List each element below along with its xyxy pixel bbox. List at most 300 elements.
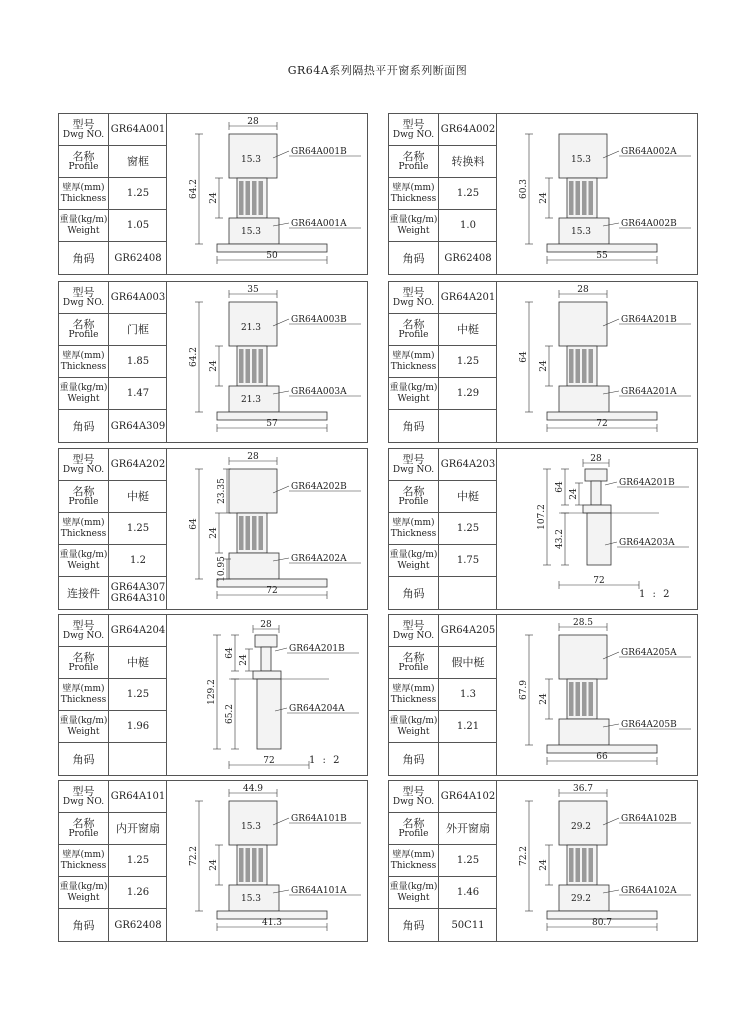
dim-bottom: 72 [263,756,275,766]
tag-b: GR64A003A [291,387,347,397]
tag-a: GR64A102B [621,814,677,824]
weight-label-cn: 重量(kg/m) [389,382,438,393]
dim-bottom: 41.3 [261,918,283,928]
section-svg [169,114,367,274]
section-drawing [169,781,367,941]
dwg-value: GR64A204 [110,625,166,636]
profile-label-cn: 名称 [402,149,425,163]
tag-a: GR64A205A [621,648,677,658]
profile-upper [559,635,607,679]
profile-label-cn: 名称 [402,484,425,498]
dim-height: 67.9 [519,679,529,701]
dim-w2: 15.3 [240,227,262,237]
connector-value: GR64A307 [110,582,166,593]
row-thickness [59,513,167,545]
thickness-label-cn: 壁厚(mm) [62,182,105,193]
dim-top: 28 [577,285,589,295]
thickness-value: 1.3 [460,689,476,700]
profile-label-en: Profile [68,828,99,839]
code-label: 角码 [72,752,95,766]
dim-height: 64 [189,518,199,530]
tag-a: GR64A201B [619,478,675,488]
dim-h2: 10.95 [217,556,227,582]
section-drawing [169,282,367,442]
thickness-label-en: Thickness [60,694,107,705]
profile-card-gr64a001 [58,113,368,275]
profile-label-cn: 名称 [72,149,95,163]
row-dwg [389,781,497,813]
profile-lower [229,553,279,579]
dwg-label-en: Dwg NO. [392,297,435,308]
thermal-strip [237,178,267,218]
dim-top: 28.5 [572,618,594,628]
spec-table [389,781,497,941]
code-value: GR62408 [114,252,162,264]
thermal-strip [237,845,267,885]
spec-table [59,615,167,775]
row-thickness [59,845,167,877]
profile-label-en: Profile [398,329,429,340]
dwg-value: GR64A202 [110,459,166,470]
dwg-value: GR64A205 [440,625,496,636]
row-dwg [59,781,167,813]
section-svg [169,282,367,442]
tag-a-leader [275,648,287,651]
code-label: 角码 [402,419,425,433]
dwg-label-cn: 型号 [72,452,95,466]
profile-label-en: Profile [398,161,429,172]
profile-label-cn: 名称 [72,317,95,331]
tag-a: GR64A201B [289,644,345,654]
row-weight [59,210,167,242]
thickness-value: 1.25 [126,523,150,534]
row-profile [59,647,167,679]
dim-top: 28 [590,454,602,464]
profile-upper [585,469,607,481]
section-svg [169,615,367,775]
row-weight [59,378,167,410]
code-label: 角码 [402,251,425,265]
profile-upper [229,469,277,513]
weight-label-en: Weight [67,892,100,903]
dim-w1: 15.3 [570,155,592,165]
thickness-label-cn: 壁厚(mm) [62,683,105,694]
dim-top: 35 [247,285,259,295]
profile-card-gr64a003 [58,281,368,443]
code-label: 角码 [402,586,425,600]
dwg-label-cn: 型号 [402,117,425,131]
dim-mid: 24 [539,360,549,372]
weight-label-en: Weight [397,560,430,571]
dim-height: 64.2 [189,346,199,368]
dim-bottom: 72 [596,419,608,429]
section-drawing [499,781,697,941]
dim-bottom: 72 [593,576,605,586]
profile-label-cn: 名称 [402,317,425,331]
spec-table [389,114,497,274]
row-dwg [59,282,167,314]
row-weight [59,711,167,743]
profile-card-gr64a204 [58,614,368,776]
row-profile [389,146,497,178]
dwg-value: GR64A201 [440,292,496,303]
profile-value: 中梃 [457,323,479,336]
dim-bottom: 50 [266,251,278,261]
section-svg [499,282,697,442]
weight-value: 1.47 [126,388,150,399]
spec-table [59,449,167,609]
scale-ratio: 1 : 2 [309,755,342,766]
weight-value: 1.26 [126,887,150,898]
thickness-label-cn: 壁厚(mm) [392,683,435,694]
weight-label-en: Weight [67,393,100,404]
thermal-strip [591,481,601,505]
profile-card-gr64a102 [388,780,698,942]
code-value: GR64A309 [110,420,166,432]
dwg-label-cn: 型号 [72,618,95,632]
thickness-label-en: Thickness [390,860,437,871]
weight-value: 1.21 [456,721,480,732]
weight-label-en: Weight [397,726,430,737]
section-drawing [499,282,697,442]
thermal-strip [261,647,271,671]
dim-mid: 64 [225,647,235,659]
profile-value: 中梃 [127,490,149,503]
section-svg [169,449,367,609]
profile-value: 中梃 [127,656,149,669]
dim-height: 64 [519,351,529,363]
row-thickness [59,346,167,378]
row-code [59,410,167,442]
thickness-label-cn: 壁厚(mm) [392,849,435,860]
thickness-label-cn: 壁厚(mm) [392,350,435,361]
section-svg [499,449,697,609]
weight-label-cn: 重量(kg/m) [59,382,108,393]
row-dwg [59,615,167,647]
code-label: 角码 [72,419,95,433]
profile-value: 假中梃 [451,656,485,669]
code-value [439,410,497,442]
row-thickness [389,845,497,877]
dwg-value: GR64A203 [440,459,496,470]
dim-height: 107.2 [537,504,547,530]
tag-b: GR64A002B [621,219,677,229]
spec-table [389,615,497,775]
row-profile [59,813,167,845]
code-value [439,577,497,609]
dim-bottom: 80.7 [591,918,613,928]
row-weight [59,545,167,577]
row-profile [59,314,167,346]
profile-value: 窗框 [127,155,149,168]
profile-label-cn: 名称 [72,484,95,498]
row-dwg [59,114,167,146]
dim-mid: 24 [209,527,219,539]
weight-value: 1.75 [456,555,480,566]
weight-value: 1.96 [126,721,150,732]
tag-b: GR64A001A [291,219,347,229]
thickness-label-en: Thickness [390,528,437,539]
dim-bottom: 55 [596,251,608,261]
row-thickness [389,513,497,545]
tag-b: GR64A201A [621,387,677,397]
weight-label-cn: 重量(kg/m) [389,214,438,225]
dwg-label-en: Dwg NO. [62,129,105,140]
dim-bottom: 72 [266,586,278,596]
tag-a: GR64A003B [291,315,347,325]
code-label: 连接件 [67,586,100,600]
code-label: 角码 [72,251,95,265]
dim-w2: 29.2 [570,894,592,904]
weight-value: 1.05 [126,220,150,231]
profile-card-gr64a201 [388,281,698,443]
section-drawing [169,449,367,609]
thickness-label-cn: 壁厚(mm) [392,182,435,193]
dwg-value: GR64A102 [440,791,496,802]
section-drawing [169,615,367,775]
thickness-value: 1.25 [126,188,150,199]
row-weight [389,877,497,909]
spec-table [389,449,497,609]
profile-card-gr64a202 [58,448,368,610]
code-value [109,743,167,775]
tag-a: GR64A201B [621,315,677,325]
weight-label-cn: 重量(kg/m) [59,549,108,560]
thickness-value: 1.25 [456,188,480,199]
thickness-label-en: Thickness [60,860,107,871]
row-profile [389,647,497,679]
row-code [59,242,167,274]
dwg-label-en: Dwg NO. [62,464,105,475]
weight-label-cn: 重量(kg/m) [389,715,438,726]
dim-w2: 21.3 [240,395,262,405]
dim-mid: 24 [209,360,219,372]
profile-value: 门框 [127,323,149,336]
code-value: GR62408 [114,919,162,931]
row-code [59,577,167,609]
row-profile [389,481,497,513]
weight-label-en: Weight [67,726,100,737]
spec-table [59,282,167,442]
section-svg [499,114,697,274]
dwg-label-en: Dwg NO. [62,630,105,641]
profile-box [587,513,611,565]
code-label: 角码 [72,918,95,932]
section-drawing [499,615,697,775]
row-code [389,743,497,775]
thickness-label-en: Thickness [390,694,437,705]
thermal-strip [237,346,267,386]
dwg-label-en: Dwg NO. [62,297,105,308]
row-code [389,577,497,609]
profile-label-en: Profile [68,662,99,673]
dim-w2: 15.3 [570,227,592,237]
tag-b: GR64A101A [291,886,347,896]
dwg-label-cn: 型号 [402,618,425,632]
dim-small: 24 [239,654,249,666]
dwg-label-en: Dwg NO. [392,464,435,475]
row-code [389,909,497,941]
tag-b: GR64A205B [621,720,677,730]
thickness-value: 1.25 [456,855,480,866]
weight-label-en: Weight [67,225,100,236]
dim-height: 60.3 [519,178,529,200]
profile-label-en: Profile [68,161,99,172]
row-thickness [59,679,167,711]
profile-value: 中梃 [457,490,479,503]
dwg-label-cn: 型号 [72,117,95,131]
dim-height: 72.2 [189,845,199,867]
dwg-label-cn: 型号 [402,784,425,798]
thickness-label-cn: 壁厚(mm) [392,517,435,528]
thermal-strip [237,513,267,553]
weight-label-cn: 重量(kg/m) [389,549,438,560]
dwg-label-en: Dwg NO. [392,129,435,140]
dim-h1: 23.35 [217,478,227,504]
thickness-label-en: Thickness [60,361,107,372]
row-thickness [389,178,497,210]
weight-label-en: Weight [397,892,430,903]
weight-value: 1.46 [456,887,480,898]
dwg-label-cn: 型号 [402,285,425,299]
profile-label-en: Profile [68,329,99,340]
row-thickness [389,346,497,378]
tag-b: GR64A203A [619,538,675,548]
thickness-value: 1.85 [126,356,150,367]
section-svg [499,781,697,941]
weight-label-cn: 重量(kg/m) [59,715,108,726]
dim-top: 28 [247,452,259,462]
row-dwg [389,615,497,647]
profile-label-en: Profile [68,496,99,507]
tag-a-leader [605,482,617,485]
row-profile [59,481,167,513]
thickness-value: 1.25 [126,855,150,866]
weight-label-cn: 重量(kg/m) [59,881,108,892]
thermal-strip [567,178,597,218]
weight-value: 1.2 [130,555,146,566]
section-drawing [499,114,697,274]
profile-upper [255,635,277,647]
profile-card-gr64a205 [388,614,698,776]
weight-label-cn: 重量(kg/m) [59,214,108,225]
scale-ratio: 1 : 2 [639,589,672,600]
tag-b: GR64A202A [291,554,347,564]
profile-label-cn: 名称 [72,650,95,664]
tag-b: GR64A102A [621,886,677,896]
weight-label-cn: 重量(kg/m) [389,881,438,892]
code-label: 角码 [402,918,425,932]
thermal-strip [567,845,597,885]
dim-top: 28 [260,620,272,630]
dwg-value: GR64A003 [110,292,166,303]
thickness-label-en: Thickness [390,193,437,204]
profile-label-en: Profile [398,662,429,673]
tag-a: GR64A001B [291,147,347,157]
row-code [389,242,497,274]
weight-value: 1.0 [460,220,476,231]
weight-label-en: Weight [397,225,430,236]
dim-mid: 64 [555,481,565,493]
dwg-label-cn: 型号 [72,285,95,299]
page-title: GR64A系列隔热平开窗系列断面图 [287,64,468,77]
profile-label-en: Profile [398,496,429,507]
dwg-label-cn: 型号 [402,452,425,466]
dim-w2: 15.3 [240,894,262,904]
tag-a: GR64A002A [621,147,677,157]
profile-value: 外开窗扇 [446,822,490,835]
dwg-label-en: Dwg NO. [392,630,435,641]
code-value [439,743,497,775]
row-code [389,410,497,442]
dim-mid: 24 [209,192,219,204]
thickness-label-en: Thickness [60,193,107,204]
thickness-label-en: Thickness [60,528,107,539]
row-weight [59,877,167,909]
code-value [109,577,167,609]
thickness-value: 1.25 [456,523,480,534]
dim-w1: 29.2 [570,822,592,832]
dim-bottom: 57 [266,419,278,429]
dim-mid: 24 [209,859,219,871]
dim-mid: 24 [539,693,549,705]
row-dwg [389,114,497,146]
dim-w1: 21.3 [240,323,262,333]
dwg-value: GR64A101 [110,791,166,802]
dim-top: 28 [247,117,259,127]
tag-a: GR64A202B [291,482,347,492]
row-weight [389,711,497,743]
dim-mid: 24 [539,859,549,871]
dim-top: 44.9 [242,784,264,794]
spec-table [389,282,497,442]
code-label: 角码 [402,752,425,766]
row-dwg [389,282,497,314]
thermal-strip [567,346,597,386]
connector-value: GR64A310 [110,593,166,604]
spec-table [59,114,167,274]
code-value: GR62408 [444,252,492,264]
row-dwg [59,449,167,481]
code-value: 50C11 [451,919,485,931]
dim-w1: 15.3 [240,822,262,832]
profile-mid [583,505,611,513]
profile-upper [559,302,607,346]
row-weight [389,210,497,242]
profile-value: 转换料 [451,155,485,168]
dim-mid: 24 [539,192,549,204]
profile-value: 内开窗扇 [116,822,160,835]
thickness-label-cn: 壁厚(mm) [62,350,105,361]
profile-card-gr64a002 [388,113,698,275]
row-profile [389,813,497,845]
profile-label-cn: 名称 [402,650,425,664]
row-dwg [389,449,497,481]
thermal-strip [567,679,597,719]
profile-card-gr64a101 [58,780,368,942]
section-svg [169,781,367,941]
section-drawing [499,449,697,609]
row-thickness [389,679,497,711]
row-code [59,909,167,941]
weight-value: 1.29 [456,388,480,399]
section-drawing [169,114,367,274]
dwg-label-en: Dwg NO. [62,796,105,807]
thickness-label-en: Thickness [390,361,437,372]
dim-small: 24 [569,488,579,500]
profile-label-cn: 名称 [72,816,95,830]
profile-box [257,679,281,749]
